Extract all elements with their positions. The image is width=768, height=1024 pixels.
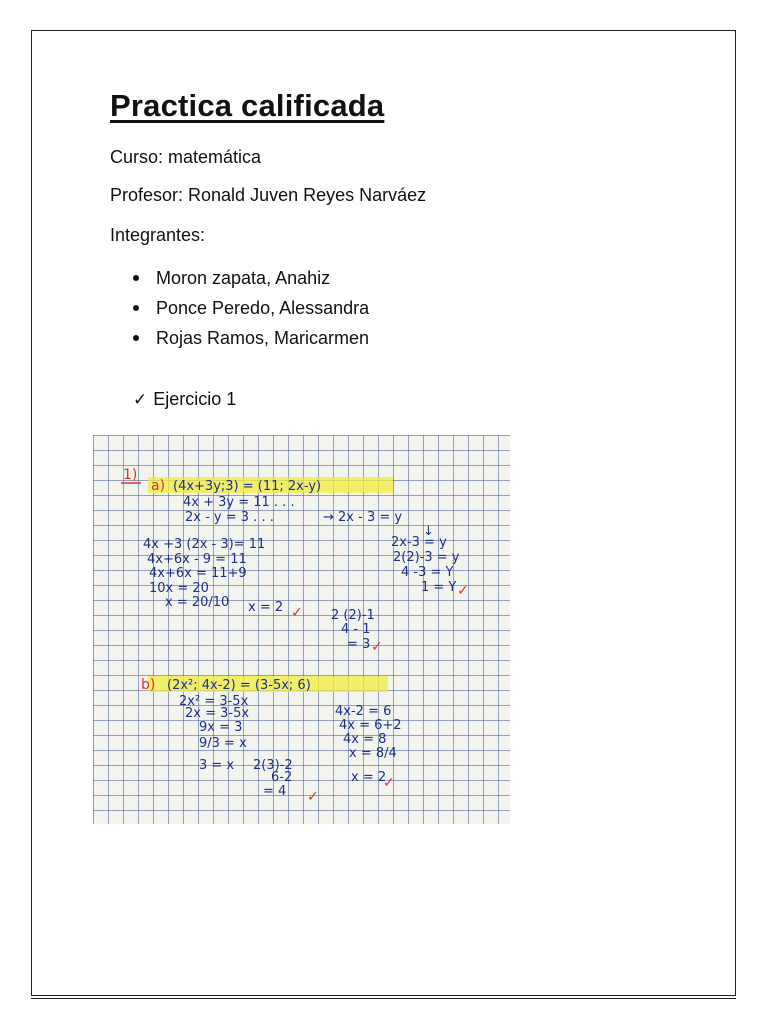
correct-mark: ✓: [383, 775, 395, 791]
correct-mark: ✓: [307, 789, 319, 805]
handwriting-layer: [93, 435, 510, 824]
part-a-left-work: x = 20/10: [165, 595, 230, 610]
part-a-right-work: 2x-3 = y: [391, 535, 447, 550]
part-b-right-work: 4x = 8: [343, 732, 387, 747]
list-item: [130, 263, 369, 293]
part-b-right-work: x = 2: [351, 770, 387, 785]
list-item: [130, 323, 369, 353]
bullet-icon: [133, 305, 139, 311]
member-name: Ponce Peredo, Alessandra: [156, 297, 370, 318]
bullet-icon: [133, 335, 139, 341]
down-arrow-icon: ↓: [423, 524, 434, 539]
members-list: [130, 263, 369, 353]
correct-mark: ✓: [371, 639, 383, 655]
correct-mark: ✓: [291, 605, 303, 621]
part-a-mid-work: 4 - 1: [341, 622, 371, 637]
part-a-mid-work: = 3: [347, 637, 371, 652]
part-b-left-work: 2x = 3-5x: [185, 706, 250, 721]
part-b-left-work: 9x = 3: [199, 720, 243, 735]
list-item: [130, 293, 369, 323]
part-a-header: (4x+3y;3) = (11; 2x-y): [173, 479, 322, 494]
professor-line: Profesor: Ronald Juven Reyes Narváez: [110, 185, 427, 205]
part-a-mid-work: 2 (2)-1: [331, 608, 375, 623]
part-b-mid-work: 2(3)-2: [253, 758, 293, 773]
part-b-right-work: x = 8/4: [349, 746, 397, 761]
part-b-mid-work: = 4: [263, 784, 287, 799]
bullet-icon: [133, 275, 139, 281]
part-b-right-work: 4x-2 = 6: [335, 704, 392, 719]
part-a-right-work: 4 -3 = Y: [401, 565, 454, 580]
correct-mark: ✓: [457, 583, 469, 599]
exercise-heading: [133, 389, 236, 410]
part-b-left-work: 9/3 = x: [199, 736, 247, 751]
handwritten-work-photo: [93, 435, 510, 824]
part-a-left-work: 4x +3 (2x - 3)= 11: [143, 537, 266, 552]
part-a-left-work: 4x+6x = 11+9: [149, 566, 247, 581]
checkmark-icon: ✓: [133, 389, 148, 409]
part-b-left-work: 2x² = 3-5x: [179, 694, 249, 709]
part-a-left-work: 4x+6x - 9 = 11: [147, 552, 247, 567]
part-a-right-work: 2(2)-3 = y: [393, 550, 460, 565]
part-a-left-work: 10x = 20: [149, 581, 209, 596]
part-a-left-work: x = 2: [248, 600, 284, 615]
part-b-label: b): [141, 677, 156, 693]
part-b-mid-work: 6-2: [271, 770, 293, 785]
problem-number: 1): [123, 467, 138, 483]
course-line: Curso: matemática: [110, 147, 262, 167]
part-b-header: (2x²; 4x-2) = (3-5x; 6): [167, 678, 311, 693]
member-name: Rojas Ramos, Maricarmen: [156, 327, 370, 348]
part-a-line: 2x - y = 3 . . .: [185, 510, 274, 525]
part-a-line: → 2x - 3 = y: [323, 510, 403, 525]
member-name: Moron zapata, Anahiz: [156, 267, 331, 288]
part-b-right-work: 4x = 6+2: [339, 718, 402, 733]
part-b-left-work: 3 = x: [199, 758, 235, 773]
members-label: Integrantes:: [110, 225, 206, 245]
part-a-line: 4x + 3y = 11 . . .: [183, 495, 295, 510]
part-a-right-work: 1 = Y: [421, 580, 457, 595]
page-title: Practica calificada: [110, 88, 385, 123]
exercise-label: Ejercicio 1: [153, 389, 237, 409]
part-a-label: a): [151, 478, 166, 494]
